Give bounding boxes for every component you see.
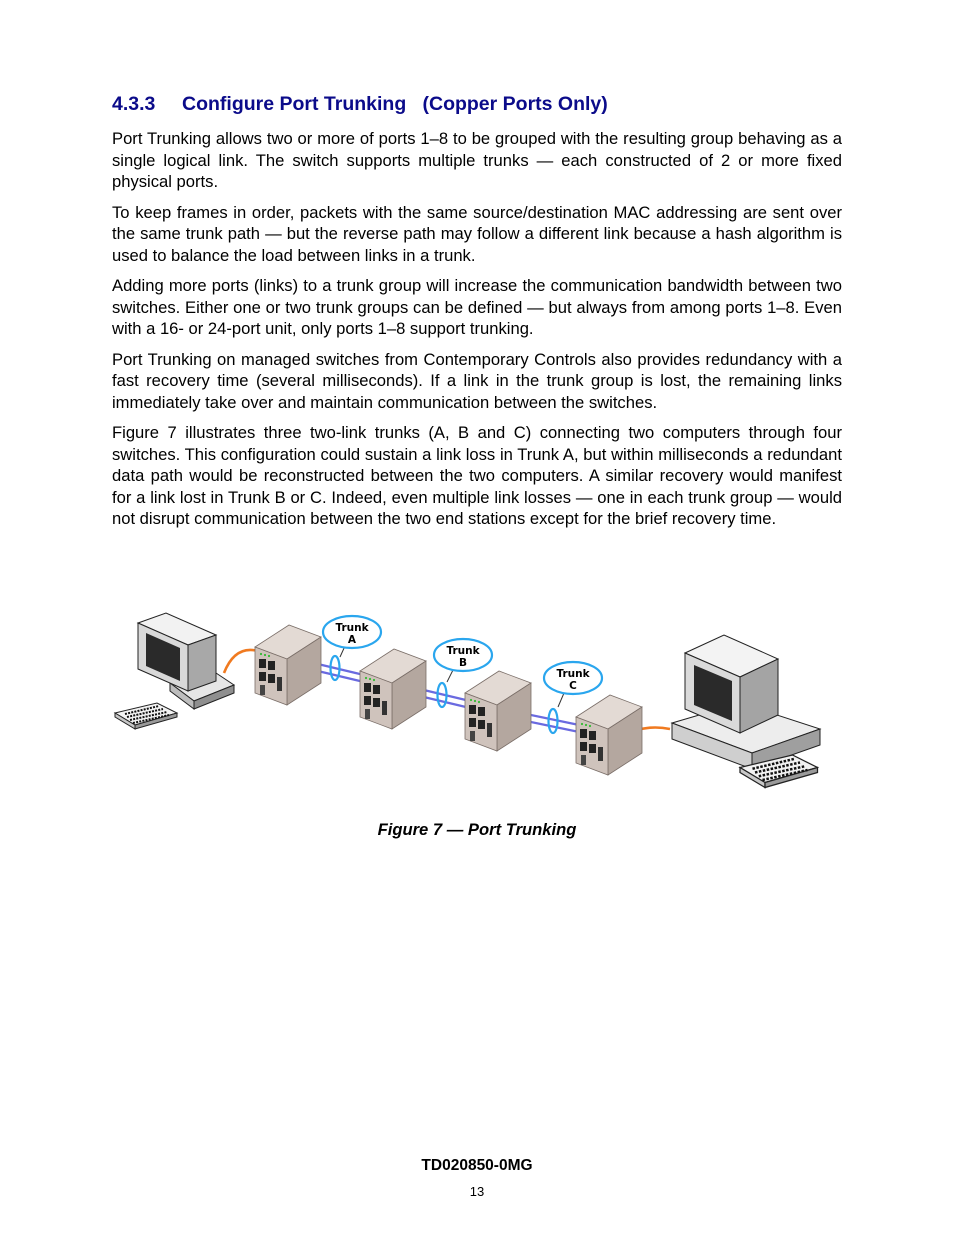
trunk-a-callout [323, 616, 381, 657]
computer-right-icon [672, 635, 820, 788]
port-trunking-figure [110, 605, 830, 805]
document-id: TD020850-0MG [421, 1157, 533, 1174]
paragraph-5: Figure 7 illustrates three two-link trunks (A, B and C) connecting two computers through four switches. This configuration could sustain a link loss in Trunk A, but within milliseconds a redundant data path would be reconstructed between the two computers. A similar recovery would manifest for a link lost in Trunk B or C. Indeed, even multiple link losses — one in each trunk group — would not disrupt communication between the two end stations except for the brief recovery time. [112, 423, 842, 528]
page-number: 13 [469, 1184, 485, 1199]
paragraph-3: Adding more ports (links) to a trunk group will increase the communication bandwidth between two switches. Either one or two trunk groups can be defined — but always from among ports 1–8. Even with a 16- or 24-port unit, only ports 1–8 support trunking. [112, 276, 842, 338]
switch-1-icon [255, 625, 321, 705]
paragraph-2: To keep frames in order, packets with the same source/destination MAC addressing are sent over the same trunk path — but the reverse path may follow a different link because a hash algorithm is used to balance the load between links in a trunk. [112, 202, 842, 265]
trunk-c-letter: C [569, 680, 577, 692]
trunk-b-letter: B [458, 657, 468, 669]
switch-2-icon [360, 649, 426, 729]
paragraph-1: Port Trunking allows two or more of ports 1–8 to be grouped with the resulting group behaving as a single logical link. The switch supports multiple trunks — each constructed of 2 or more fixed physical ports. [112, 129, 842, 191]
trunk-a-label: Trunk [335, 622, 369, 634]
section-number: 4.3.3 [112, 93, 156, 115]
trunk-a-letter: A [347, 634, 357, 646]
switch-3-icon [465, 671, 531, 751]
switch-4-icon [576, 695, 642, 775]
trunk-c-label: Trunk [556, 668, 590, 680]
trunk-b-label: Trunk [446, 645, 480, 657]
trunk-links [280, 655, 584, 733]
section-title: Configure Port Trunking (Copper Ports Only) [182, 93, 608, 115]
body-text [112, 128, 842, 539]
trunk-c-callout [544, 662, 602, 707]
section-heading [112, 93, 608, 116]
trunk-b-callout [434, 639, 492, 682]
computer-left-icon [115, 613, 234, 729]
figure-caption: Figure 7 — Port Trunking [377, 820, 577, 839]
paragraph-4: Port Trunking on managed switches from Contemporary Controls also provides redundancy with a fast recovery time (several milliseconds). If a link in the trunk group is lost, the remaining links immediately take over and maintain communication between the switches. [112, 349, 842, 412]
